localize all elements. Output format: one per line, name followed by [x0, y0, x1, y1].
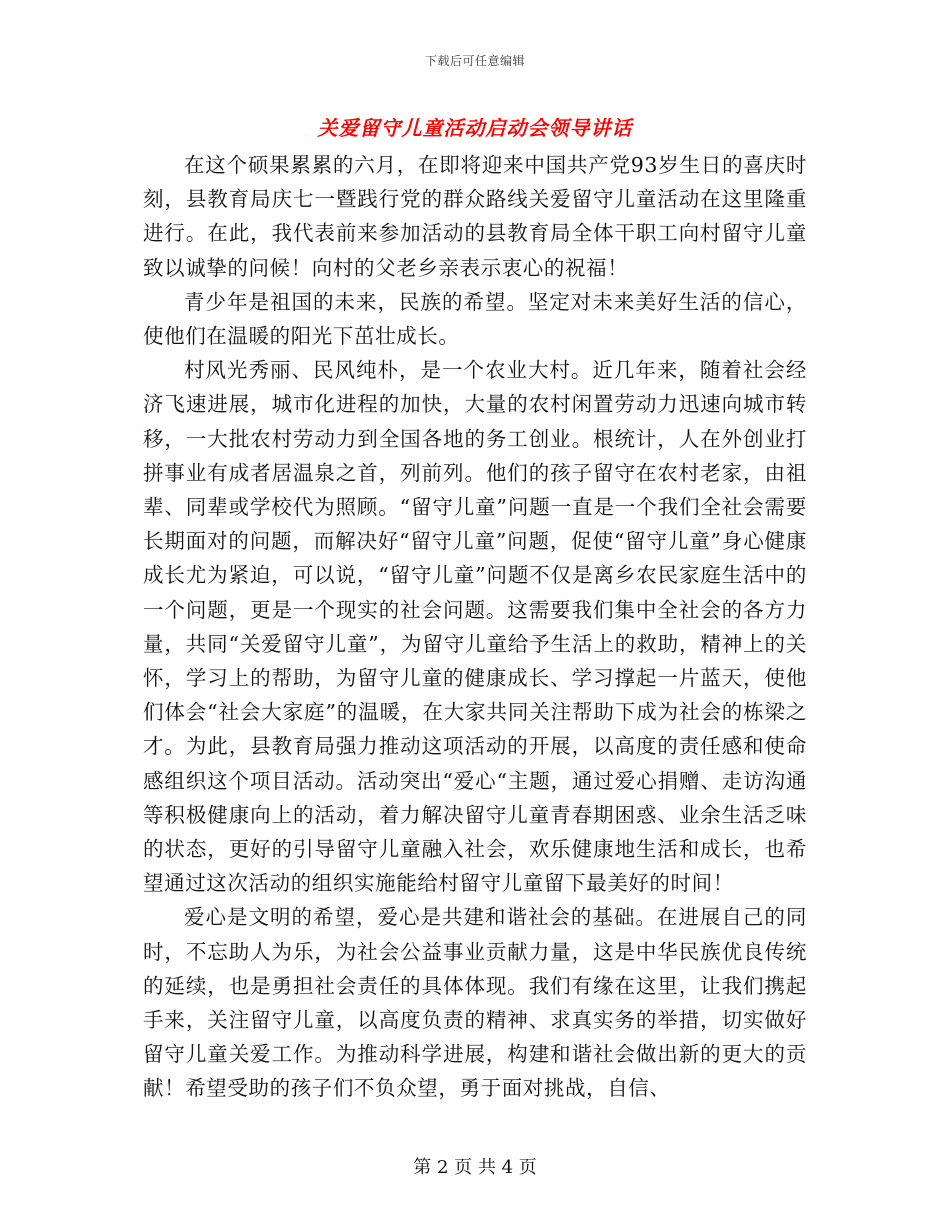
document-body	[143, 148, 807, 1106]
header-note: 下载后可任意编辑	[424, 54, 525, 68]
body-paragraph-3: 村风光秀丽、民风纯朴，是一个农业大村。近几年来，随着社会经济飞速进展，城市化进程的加快，大量的农村闲置劳动力迅速向城市转移，一大批农村劳动力到全国各地的务工创业。根统计，人在外创业打拼事业有成者居温泉之首，列前列。他们的孩子留守在农村老家，由祖辈、同辈或学校代为照顾。“留守儿童”问题一直是一个我们全社会需要长期面对的问题，而解决好“留守儿童”问题，促使“留守儿童”身心健康成长尤为紧迫，可以说，“留守儿童”问题不仅是离乡农民家庭生活中的一个问题，更是一个现实的社会问题。这需要我们集中全社会的各方力量，共同“关爱留守儿童”，为留守儿童给予生活上的救助，精神上的关怀，学习上的帮助，为留守儿童的健康成长、学习撑起一片蓝天，使他们体会“社会大家庭”的温暖，在大家共同关注帮助下成为社会的栋梁之才。为此，县教育局强力推动这项活动的开展，以高度的责任感和使命感组织这个项目活动。活动突出“爱心“主题，通过爱心捐赠、走访沟通等积极健康向上的活动，着力解决留守儿童青春期困惑、业余生活乏味的状态，更好的引导留守儿童融入社会，欢乐健康地生活和成长，也希望通过这次活动的组织实施能给村留守儿童留下最美好的时间！	[143, 358, 807, 896]
body-paragraph-4: 爱心是文明的希望，爱心是共建和谐社会的基础。在进展自己的同时，不忘助人为乐，为社会公益事业贡献力量，这是中华民族优良传统的延续，也是勇担社会责任的具体体现。我们有缘在这里，让我们携起手来，关注留守儿童，以高度负责的精神、求真实务的举措，切实做好留守儿童关爱工作。为推动科学进展，构建和谐社会做出新的更大的贡献！希望受助的孩子们不负众望，勇于面对挑战，自信、	[143, 905, 807, 1101]
body-paragraph-1: 在这个硕果累累的六月，在即将迎来中国共产党93岁生日的喜庆时刻，县教育局庆七一暨践行党的群众路线关爱留守儿童活动在这里隆重进行。在此，我代表前来参加活动的县教育局全体干职工向村留守儿童致以诚挚的问候！向村的父老乡亲表示衷心的祝福！	[143, 153, 807, 280]
document-title: 关爱留守儿童活动启动会领导讲话	[317, 116, 633, 140]
page-number-footer: 第 2 页 共 4 页	[413, 1157, 537, 1178]
body-paragraph-2: 青少年是祖国的未来，民族的希望。坚定对未来美好生活的信心，使他们在温暖的阳光下茁壮成长。	[143, 289, 807, 349]
